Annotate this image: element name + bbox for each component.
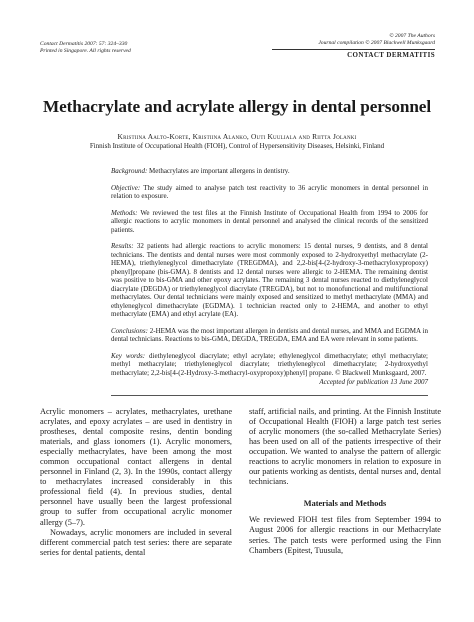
affiliation: Finnish Institute of Occupational Health (FIOH), Control of Hypersensitivity Diseases, Helsinki, Finland bbox=[89, 142, 385, 150]
keywords-label: Key words: bbox=[111, 351, 146, 360]
abstract-methods bbox=[111, 209, 428, 235]
journal-name: CONTACT DERMATITIS bbox=[347, 51, 435, 59]
methods-label: Methods: bbox=[111, 208, 138, 217]
abstract-results bbox=[111, 242, 428, 319]
conclusions-label: Conclusions: bbox=[111, 326, 148, 335]
abstract-objective bbox=[111, 184, 428, 201]
methods-paragraph-1: We reviewed FIOH test files from September 1994 to August 2006 for allergic reactions in our Methacrylate series. The patch tests were performed using the Finn Chambers (Epitest, Tuusula, bbox=[249, 515, 441, 555]
intro-paragraph-3: staff, artificial nails, and printing. At the Finnish Institute of Occupational Health (FIOH) a large patch test series of acrylic monomers (the so-called Methacrylate Series) has been used on all of the patients irrespective of their occupation. We wanted to analyse the pattern of allergic reactions to acrylic monomers in relation to exposure in our patients working as dentists, dental nurses and, dental technicians. bbox=[249, 407, 441, 487]
journal-citation: Contact Dermatitis 2007: 57: 324–330 bbox=[40, 41, 128, 47]
copyright-compilation: Journal compilation © 2007 Blackwell Munksgaard bbox=[318, 39, 435, 46]
results-label: Results: bbox=[111, 242, 134, 250]
abstract-keywords bbox=[111, 352, 428, 378]
keywords-text: diethyleneglycol diacrylate; ethyl acrylate; ethyleneglycol dimethacrylate; ethyl methacrylate; methyl methacrylate; triethyleneglycol diacrylate; triethyleneglycol dimethacrylate; 2-hydroxyethyl methacrylate; 2,2-bis[4-(2-Hydroxy-3-methacryl-oxypropoxy)phenyl] propane. © Blackwell Munksgaard, 2007. bbox=[111, 351, 429, 377]
intro-paragraph-2: Nowadays, acrylic monomers are included in several different commercial patch test series: there are separate series for dental patients, dental bbox=[40, 527, 232, 557]
objective-text: The study aimed to analyse patch test reactivity to 36 acrylic monomers in dental personnel in relation to exposure. bbox=[111, 183, 428, 200]
intro-paragraph-1: Acrylic monomers – acrylates, methacrylates, urethane acrylates, and epoxy acrylates – are used in dentistry in prostheses, dental composite resins, dentin bonding materials, and glass ionomers (1). Acrylic monomers, especially methacrylates, have been among the most common occupational contact allergens in dental personnel in Finland (2, 3). In the 1990s, contact allergy to methacrylates increased considerably in this professional field (4). In previous studies, dental personnel have usually been the largest professional group to suffer from occupational acrylic monomer allergy (5–7). bbox=[40, 407, 232, 527]
conclusions-text: 2-HEMA was the most important allergen in dentists and dental nurses, and MMA and EGDMA in dental technicians. Reactions to bis-GMA, DEGDA, TREGDA, EMA and EA were relevant in some patients. bbox=[111, 326, 428, 343]
accepted-date: Accepted for publication 13 June 2007 bbox=[319, 378, 428, 386]
abstract-background bbox=[111, 167, 428, 176]
background-text: Methacrylates are important allergens in dentistry. bbox=[147, 167, 290, 175]
article-title: Methacrylate and acrylate allergy in dental personnel bbox=[42, 97, 432, 116]
body-column-right bbox=[249, 407, 441, 556]
background-label: Background: bbox=[111, 167, 148, 175]
printing-note: Printed in Singapore. All rights reserved bbox=[40, 47, 131, 54]
header-rule bbox=[272, 49, 435, 50]
abstract bbox=[111, 167, 428, 385]
methods-text: We reviewed the test files at the Finnish Institute of Occupational Health from 1994 to 2006 for allergic reactions to acrylic monomers in dental personnel and analysed the clinical records of the sensitized patients. bbox=[111, 208, 428, 234]
abstract-conclusions bbox=[111, 327, 428, 344]
abstract-rule bbox=[111, 395, 428, 396]
journal-info bbox=[40, 41, 240, 54]
objective-label: Objective: bbox=[111, 183, 141, 192]
copyright-authors: © 2007 The Authors bbox=[389, 33, 435, 39]
author-list: Kristiina Aalto-Korte, Kristiina Alanko, Outi Kuuliala and Riitta Jolanki bbox=[117, 132, 357, 141]
section-heading-materials-methods: Materials and Methods bbox=[303, 499, 387, 509]
body-column-left bbox=[40, 407, 232, 558]
results-text: 32 patients had allergic reactions to acrylic monomers: 15 dental nurses, 9 dentists, and 8 dental technicians. The dentists and dental nurses were most commonly exposed to 2-hydroxyethyl methacrylate (2-HEMA), triethyleneglycol dimethacrylate (TREGDMA), and 2,2-bis[4-(2-hydroxy-3-methacryloxypropoxy) phenyl]propane (bis-GMA). 8 dentists and 12 dental nurses were allergic to 2-HEMA. The remaining dentist was positive to bis-GMA and other epoxy acrylates. The remaining 3 dental nurses reacted to diethyleneglycol diacrylate (DEGDA) or triethyleneglycol diacrylate (TREGDA), but not to monofunctional and multifunctional methacrylates. Our dental technicians were mainly exposed and sensitized to methyl methacrylate (MMA) and ethyleneglycol dimethacrylate (EGDMA). 1 technician reacted only to 2-HEMA, and another to ethyl methacrylate (EMA) and ethyl acrylate (EA). bbox=[111, 242, 428, 318]
copyright-block bbox=[235, 33, 435, 46]
